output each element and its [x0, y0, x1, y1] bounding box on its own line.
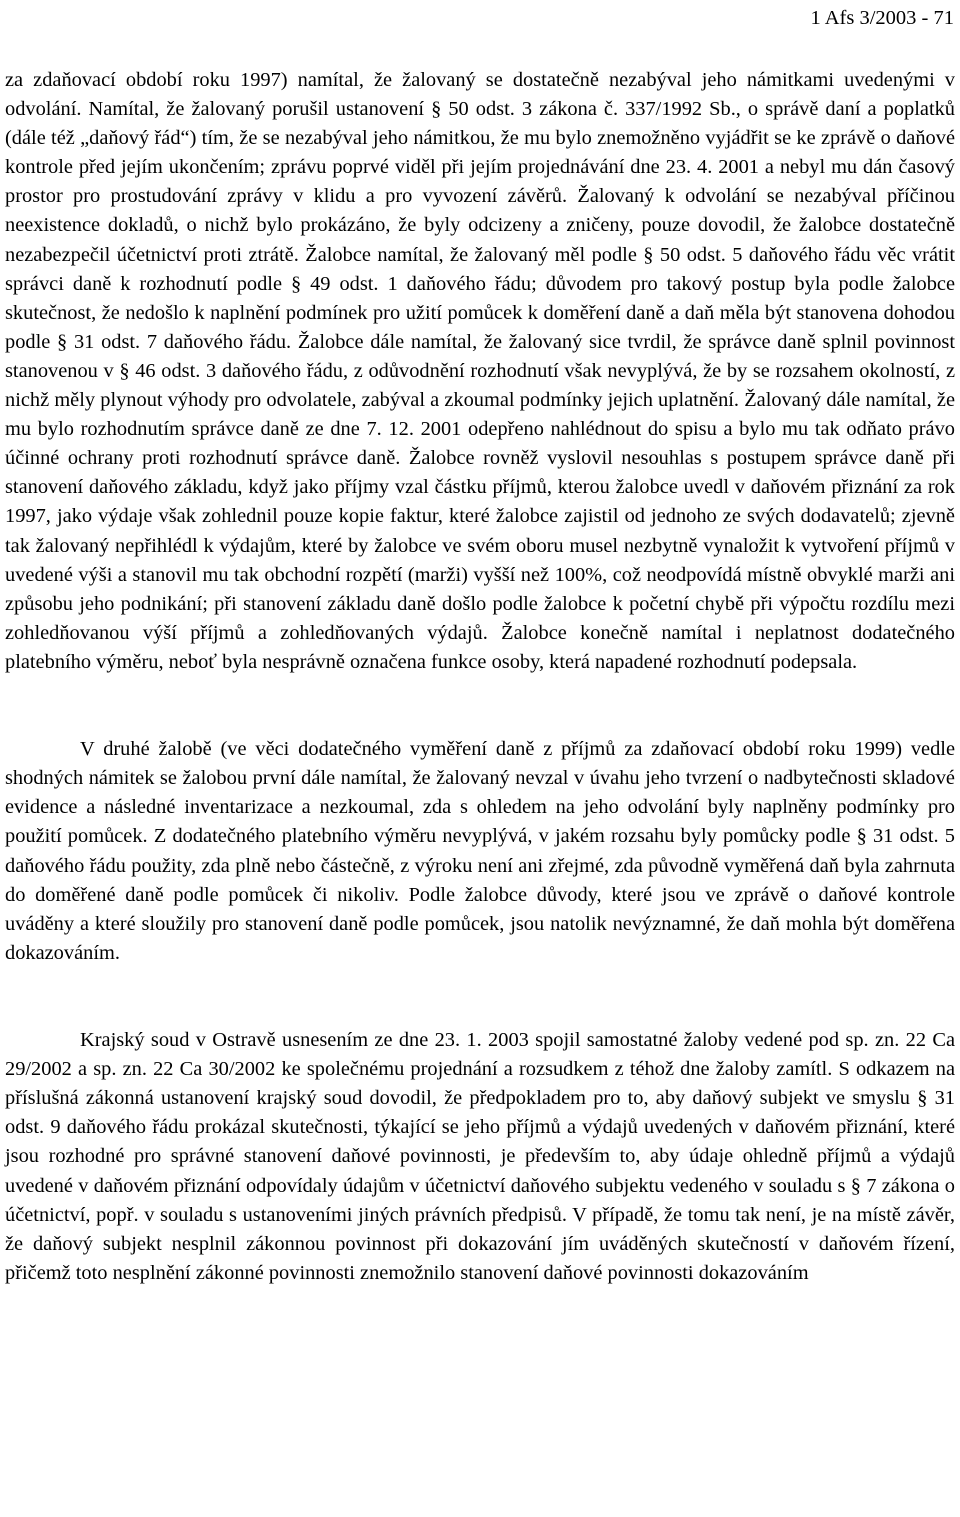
paragraph-first-complaint-continued: za zdaňovací období roku 1997) namítal, že žalovaný se dostatečně nezabýval jeho námitkami uvedenými v odvolání. Namítal, že žalovaný porušil ustanovení § 50 odst. 3 zákona č. 337/1992 Sb., o správě daní a poplatků (dále též „daňový řád“) tím, že se nezabýval jeho námitkou, že mu bylo znemožněno vyjádřit se ke zprávě o daňové kontrole před jejím ukončením; zprávu poprvé viděl při jejím projednávání dne 23. 4. 2001 a nebyl mu dán časový prostor pro prostudování zprávy v klidu a pro vyvození závěrů. Žalovaný k odvolání se nezabýval příčinou neexistence dokladů, o nichž bylo prokázáno, že byly odcizeny a zničeny, pouze dovodil, že žalobce dostatečně nezabezpečil účetnictví proti ztrátě. Žalobce namítal, že žalovaný měl podle § 50 odst. 5 daňového řádu věc vrátit správci daně k rozhodnutí podle § 49 odst. 1 daňového řádu; důvodem pro takový postup byla podle žalobce skutečnost, že nedošlo k naplnění podmínek pro užití pomůcek k doměření daně a daň měla být stanovena dohodou podle § 31 odst. 7 daňového řádu. Žalobce dále namítal, že žalovaný sice tvrdil, že správce daně splnil povinnost stanovenou v § 46 odst. 3 daňového řádu, z odůvodnění rozhodnutí však nevyplývá, že by se rozsahem okolností, z nichž měly plynout výhody pro odvolatele, zabýval a zkoumal podmínky jejich uplatnění. Žalovaný dále namítal, že mu bylo rozhodnutím správce daně ze dne 7. 12. 2001 odepřeno nahlédnout do spisu a bylo mu tak odňato právo účinné ochrany proti rozhodnutí správce daně. Žalobce rovněž vyslovil nesouhlas s postupem správce daně při stanovení daňového základu, když jako příjmy vzal částku příjmů, kterou žalobce uvedl v daňovém přiznání za rok 1997, jako výdaje však zohlednil pouze kopie faktur, které žalobce zajistil od jednoho ze svých dodavatelů; zjevně tak žalovaný nepřihlédl k výdajům, které by žalobce ve svém oboru musel nezbytně vynaložit k vytvoření příjmů v uvedené výši a stanovil mu tak obchodní rozpětí (marži) vyšší než 100%, což neodpovídá místně obvyklé marži ani způsobu jeho podnikání; při stanovení základu daně došlo podle žalobce k početní chybě při výpočtu rozdílu mezi zohledňovanou výší příjmů a zohledňovaných výdajů. Žalobce konečně namítal i neplatnost dodatečného platebního výměru, neboť byla nesprávně označena funkce osoby, která napadené rozhodnutí podepsala. [5, 69, 955, 673]
paragraph-second-complaint: V druhé žalobě (ve věci dodatečného vyměření daně z příjmů za zdaňovací období roku 1999) vedle shodných námitek se žalobou první dále namítal, že žalovaný nevzal v úvahu jeho tvrzení o nadbytečnosti skladové evidence a následné inventarizace a nezkoumal, zda s ohledem na jeho odvolání byly naplněny podmínky pro použití pomůcek. Z dodatečného platebního výměru nevyplývá, v jakém rozsahu byly pomůcky podle § 31 odst. 5 daňového řádu použity, zda plně nebo částečně, z výroku není ani zřejmé, zda původně vyměřená daň byla zahrnuta do doměřené daně podle pomůcek či nikoliv. Podle žalobce důvody, které jsou ve zprávě o daňové kontrole uváděny a které sloužily pro stanovení daně podle pomůcek, jsou natolik nevýznamné, že daň mohla být doměřena dokazováním. [5, 738, 955, 964]
paragraph-regional-court-ruling: Krajský soud v Ostravě usnesením ze dne 23. 1. 2003 spojil samostatné žaloby vedené pod sp. zn. 22 Ca 29/2002 a sp. zn. 22 Ca 30/2002 ke společnému projednání a rozsudkem z téhož dne žaloby zamítl. S odkazem na příslušná zákonná ustanovení krajský soud dovodil, že předpokladem pro to, aby daňový subjekt ve smyslu § 31 odst. 9 daňového řádu prokázal skutečnosti, týkající se jeho příjmů a výdajů uvedených v daňovém přiznání, které jsou rozhodné pro správné stanovení daňové povinnosti, je především to, aby údaje ohledně příjmů a výdajů uvedené v daňovém přiznání odpovídaly údajům v účetnictví daňového subjektu vedeného v souladu s § 7 zákona o účetnictví, popř. v souladu s ustanoveními jiných právních předpisů. V případě, že tomu tak není, je na místě závěr, že daňový subjekt nesplnil zákonnou povinnost při dokazování jím uváděných skutečností v daňovém řízení, přičemž toto nesplnění zákonné povinnosti znemožnilo stanovení daňové povinnosti dokazováním [5, 1029, 955, 1284]
page-header-case-number: 1 Afs 3/2003 - 71 [810, 7, 954, 29]
document-body [5, 66, 955, 1288]
